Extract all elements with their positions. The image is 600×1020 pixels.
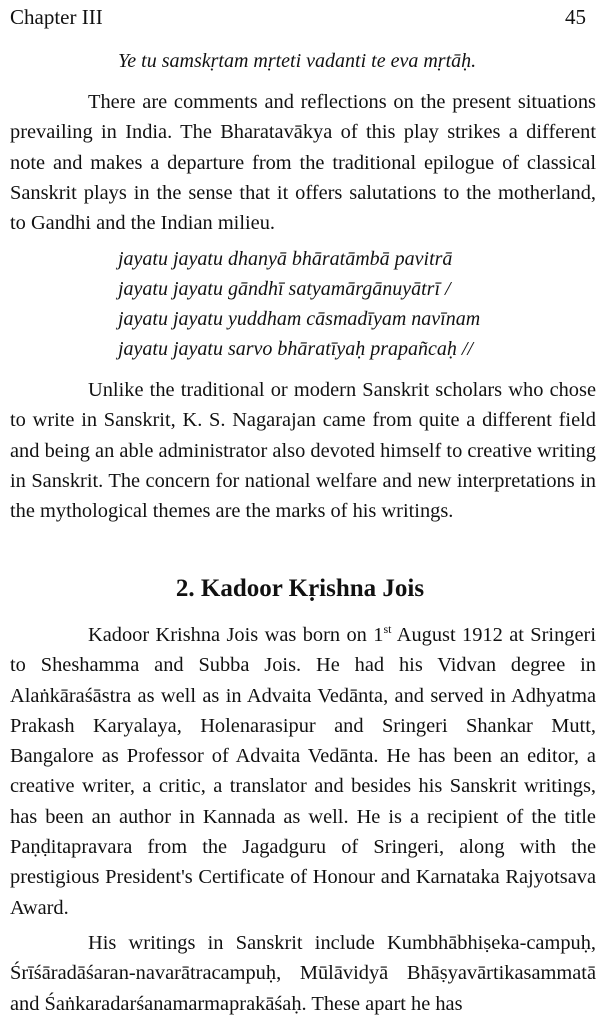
verse-block — [118, 244, 480, 364]
section-heading: 2. Kadoor Kṛishna Jois — [175, 575, 425, 602]
biography-lead: Kadoor Krishna Jois was born on 1 — [88, 624, 384, 646]
verse-line: jayatu jayatu sarvo bhāratīyaḥ prapañcaḥ // — [118, 338, 473, 360]
biography-rest: August 1912 at Sringeri to Sheshamma and Subba Jois. He had his Vidvan degree in Alaṅkāraśāstra as well as in Advaita Vedānta, and served in Adhyatma Prakash Karyalaya, Holenarasipur and Sringeri Shankar Mutt, Bangalore as Professor of Advaita Vedānta. He has been an editor, a creative writer, a critic, a translator and besides his Sanskrit writings, has been an author in Kannada as well. He is a recipient of the title Paṇḍitapravara from the Jagadguru of Sringeri, along with the prestigious President's Certificate of Honour and Karnataka Rajyotsava Award. — [10, 624, 596, 919]
paragraph-writings: His writings in Sanskrit include Kumbhābhiṣeka-campuḥ, Śrīśāradāśaran-navarātracampuḥ, Mūlāvidyā Bhāṣyavārtikasammatā and Śaṅkaradarśanamarmaprakāśaḥ. These apart he has — [10, 932, 596, 1015]
paragraph-nagarajan: Unlike the traditional or modern Sanskrit scholars who chose to write in Sanskrit, K. S. Nagarajan came from quite a different field and being an able administrator also devoted himself to creative writing in Sanskrit. The concern for national welfare and new interpretations in the mythological themes are the marks of his writings. — [10, 379, 596, 523]
verse-line: jayatu jayatu dhanyā bhāratāmbā pavitrā — [118, 248, 453, 270]
page-number: 45 — [565, 5, 586, 29]
paragraph-biography — [10, 620, 596, 923]
verse-line: jayatu jayatu gāndhī satyamārgānuyātrī / — [118, 278, 451, 300]
chapter-label: Chapter III — [10, 5, 103, 29]
verse-line: jayatu jayatu yuddham cāsmadīyam navīnam — [118, 308, 481, 330]
verse-quote-top: Ye tu samskṛtam mṛteti vadanti te eva mṛtāḥ. — [118, 50, 477, 72]
ordinal-suffix: st — [383, 622, 392, 637]
page-header — [10, 4, 586, 30]
paragraph-bharatavakya: There are comments and reflections on the present situations prevailing in India. The Bharatavākya of this play strikes a different note and makes a departure from the traditional epilogue of classical Sanskrit plays in the sense that it offers salutations to the motherland, to Gandhi and the Indian milieu. — [10, 91, 596, 235]
